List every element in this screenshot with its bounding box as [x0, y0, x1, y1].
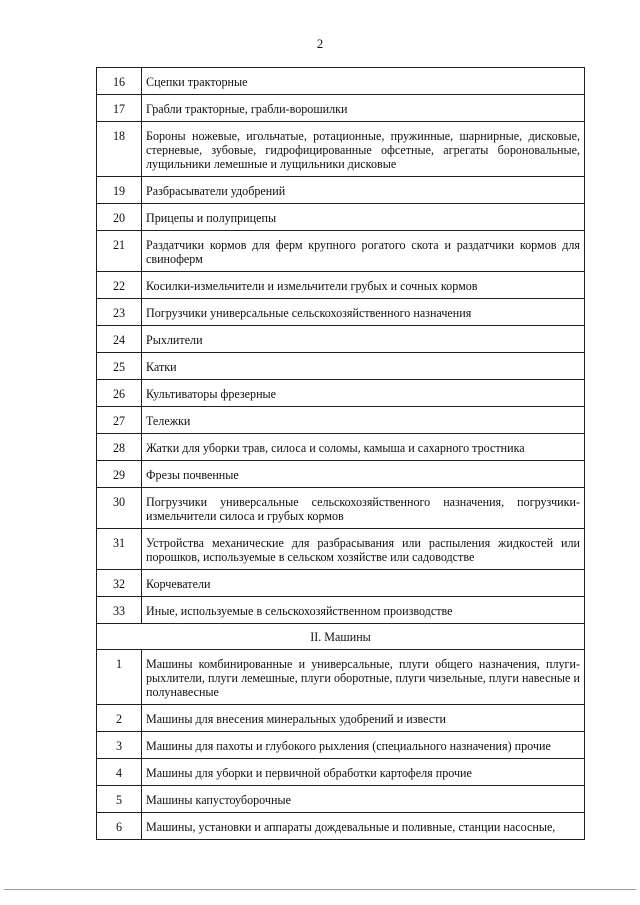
row-number: 29 [97, 461, 142, 488]
row-description: Корчеватели [142, 570, 585, 597]
row-description: Машины для уборки и первичной обработки картофеля прочие [142, 759, 585, 786]
table-row [97, 434, 585, 461]
row-description: Машины, установки и аппараты дождевальные и поливные, станции насосные, [142, 813, 585, 840]
row-description: Фрезы почвенные [142, 461, 585, 488]
row-description: Прицепы и полуприцепы [142, 204, 585, 231]
row-number: 18 [97, 122, 142, 177]
table-row [97, 488, 585, 529]
row-number: 22 [97, 272, 142, 299]
table-row [97, 813, 585, 840]
row-number: 25 [97, 353, 142, 380]
row-description: Устройства механические для разбрасывания или распыления жидкостей или порошков, используемые в сельском хозяйстве или садоводстве [142, 529, 585, 570]
table-row [97, 326, 585, 353]
row-number: 32 [97, 570, 142, 597]
table-row [97, 650, 585, 705]
row-number: 6 [97, 813, 142, 840]
equipment-table [96, 67, 585, 840]
row-description: Разбрасыватели удобрений [142, 177, 585, 204]
row-description: Раздатчики кормов для ферм крупного рогатого скота и раздатчики кормов для свиноферм [142, 231, 585, 272]
row-description: Иные, используемые в сельскохозяйственном производстве [142, 597, 585, 624]
row-description: Сцепки тракторные [142, 68, 585, 95]
row-number: 4 [97, 759, 142, 786]
row-description: Грабли тракторные, грабли-ворошилки [142, 95, 585, 122]
section-heading: II. Машины [97, 624, 585, 650]
row-number: 16 [97, 68, 142, 95]
table-row [97, 95, 585, 122]
row-description: Погрузчики универсальные сельскохозяйственного назначения, погрузчики-измельчители силоса и грубых кормов [142, 488, 585, 529]
row-description: Катки [142, 353, 585, 380]
row-number: 27 [97, 407, 142, 434]
row-description: Машины для внесения минеральных удобрений и извести [142, 705, 585, 732]
row-number: 5 [97, 786, 142, 813]
table-row [97, 68, 585, 95]
table-row [97, 231, 585, 272]
row-number: 26 [97, 380, 142, 407]
table-row [97, 597, 585, 624]
page-number: 2 [316, 36, 324, 51]
table-row [97, 204, 585, 231]
table-row [97, 177, 585, 204]
table-row [97, 299, 585, 326]
row-description: Бороны ножевые, игольчатые, ротационные, пружинные, шарнирные, дисковые, стерневые, зубовые, гидрофицированные офсетные, агрегаты бороновальные, лущильники лемешные и лущильники дисковые [142, 122, 585, 177]
table-row [97, 353, 585, 380]
row-number: 19 [97, 177, 142, 204]
row-number: 17 [97, 95, 142, 122]
row-number: 30 [97, 488, 142, 529]
table-row [97, 786, 585, 813]
table-row [97, 759, 585, 786]
row-description: Погрузчики универсальные сельскохозяйственного назначения [142, 299, 585, 326]
row-number: 33 [97, 597, 142, 624]
row-description: Жатки для уборки трав, силоса и соломы, камыша и сахарного тростника [142, 434, 585, 461]
row-number: 2 [97, 705, 142, 732]
row-description: Рыхлители [142, 326, 585, 353]
table-row [97, 407, 585, 434]
row-description: Косилки-измельчители и измельчители грубых и сочных кормов [142, 272, 585, 299]
table-row [97, 122, 585, 177]
table-row [97, 570, 585, 597]
row-description: Машины капустоуборочные [142, 786, 585, 813]
table-section-heading [97, 624, 585, 650]
table-section-machines [97, 650, 585, 840]
table-row [97, 380, 585, 407]
row-description: Машины комбинированные и универсальные, плуги общего назначения, плуги-рыхлители, плуги лемешные, плуги оборотные, плуги чизельные, плуги навесные и полунавесные [142, 650, 585, 705]
row-number: 23 [97, 299, 142, 326]
table-row [97, 705, 585, 732]
row-number: 21 [97, 231, 142, 272]
table-row [97, 272, 585, 299]
row-number: 24 [97, 326, 142, 353]
row-number: 31 [97, 529, 142, 570]
table-row [97, 732, 585, 759]
table-row [97, 461, 585, 488]
row-description: Культиваторы фрезерные [142, 380, 585, 407]
row-number: 28 [97, 434, 142, 461]
row-description: Тележки [142, 407, 585, 434]
row-number: 20 [97, 204, 142, 231]
section-heading-row [97, 624, 585, 650]
table-section-attachments [97, 68, 585, 624]
row-description: Машины для пахоты и глубокого рыхления (специального назначения) прочие [142, 732, 585, 759]
row-number: 1 [97, 650, 142, 705]
bottom-divider [4, 889, 636, 890]
table-row [97, 529, 585, 570]
row-number: 3 [97, 732, 142, 759]
